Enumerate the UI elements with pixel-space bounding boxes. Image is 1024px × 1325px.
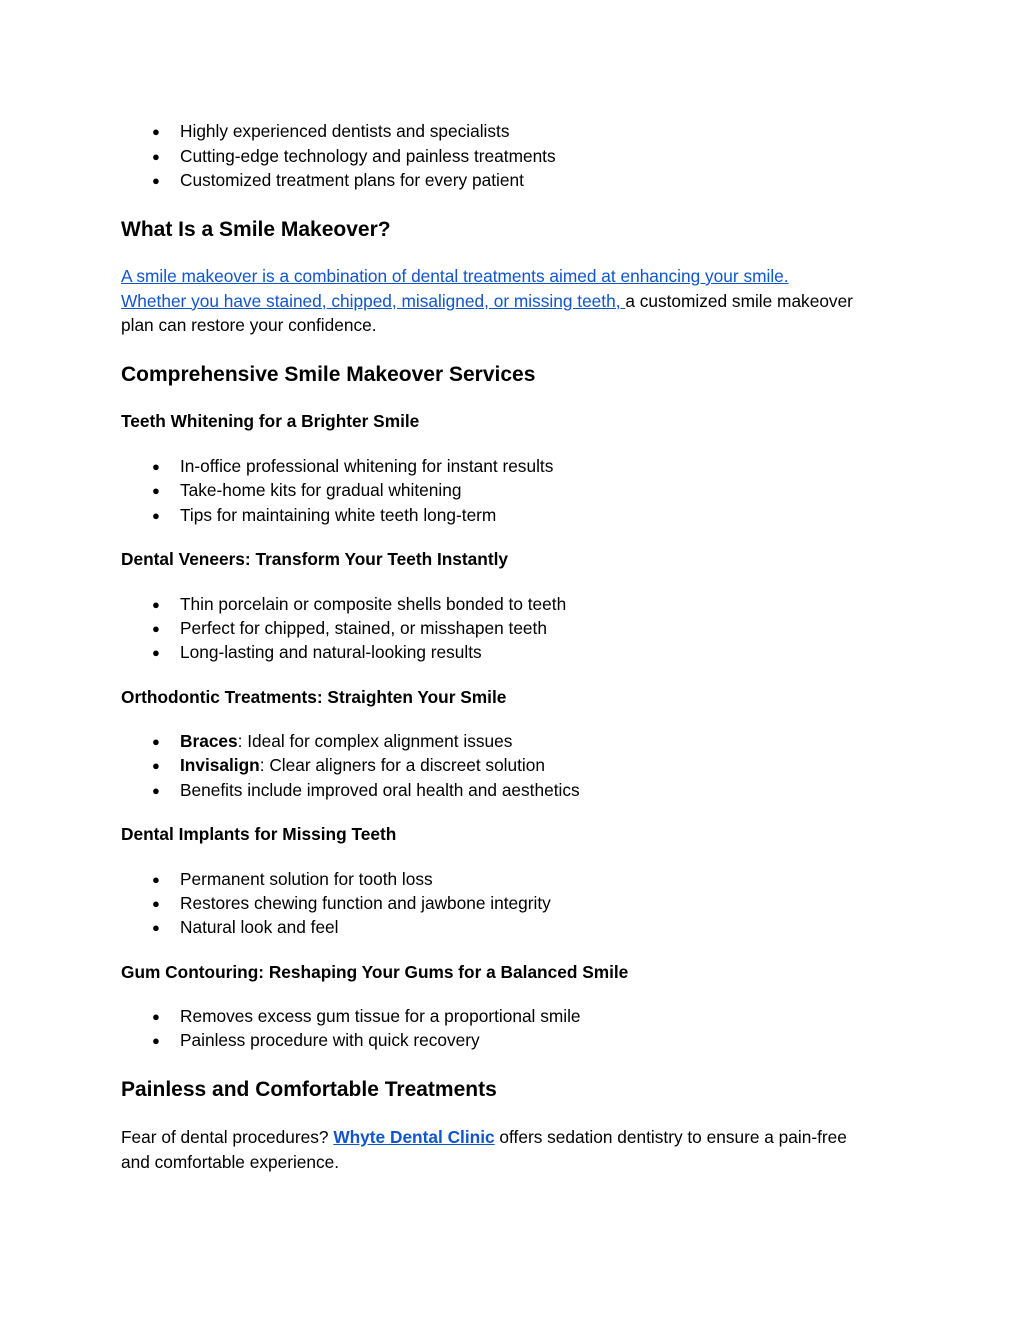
list-item: ● Invisalign: Clear aligners for a discreet solution [152,755,545,775]
bullet-icon: ● [152,758,160,773]
list-item: ● Take-home kits for gradual whitening [152,480,462,500]
bullet-icon: ● [152,872,160,887]
heading-painless-treatments: Painless and Comfortable Treatments [121,1078,497,1101]
bullet-icon: ● [152,459,160,474]
bullet-icon: ● [152,621,160,636]
list-item: ● Tips for maintaining white teeth long-term [152,505,497,525]
list-item: ● Permanent solution for tooth loss [152,869,433,889]
bullet-icon: ● [152,896,160,911]
list-item: ● Restores chewing function and jawbone integrity [152,893,551,913]
bullet-icon: ● [152,597,160,612]
list-item: ● Long-lasting and natural-looking results [152,642,482,662]
list-item: ● Cutting-edge technology and painless treatments [152,146,556,166]
heading-services: Comprehensive Smile Makeover Services [121,363,536,386]
painless-paragraph: Fear of dental procedures? Whyte Dental Clinic offers sedation dentistry to ensure a pain-free and comfortable experience. [121,1127,847,1172]
bullet-icon: ● [152,173,160,188]
bullet-icon: ● [152,149,160,164]
list-item: ● Braces: Ideal for complex alignment issues [152,731,513,751]
braces-term: Braces [180,731,238,751]
list-item: ● Thin porcelain or composite shells bonded to teeth [152,594,567,614]
list-item: ● Removes excess gum tissue for a proportional smile [152,1006,581,1026]
list-item: ● Natural look and feel [152,917,339,937]
bullet-icon: ● [152,124,160,139]
heading-orthodontic-treatments: Orthodontic Treatments: Straighten Your Smile [121,687,507,707]
invisalign-term: Invisalign [180,755,260,775]
heading-dental-implants: Dental Implants for Missing Teeth [121,824,397,844]
bullet-icon: ● [152,920,160,935]
heading-teeth-whitening: Teeth Whitening for a Brighter Smile [121,411,420,431]
heading-gum-contouring: Gum Contouring: Reshaping Your Gums for a Balanced Smile [121,962,629,982]
bullet-icon: ● [152,1033,160,1048]
list-item: ● Perfect for chipped, stained, or misshapen teeth [152,618,547,638]
list-item: ● Painless procedure with quick recovery [152,1030,480,1050]
bullet-icon: ● [152,508,160,523]
bullet-icon: ● [152,483,160,498]
bullet-icon: ● [152,783,160,798]
list-item: ● In-office professional whitening for instant results [152,456,554,476]
whyte-dental-clinic-link[interactable]: Whyte Dental Clinic [333,1127,495,1147]
heading-what-is-smile-makeover: What Is a Smile Makeover? [121,218,391,241]
heading-dental-veneers: Dental Veneers: Transform Your Teeth Instantly [121,549,509,569]
list-item: ● Benefits include improved oral health and aesthetics [152,780,580,800]
what-is-paragraph: A smile makeover is a combination of dental treatments aimed at enhancing your smile. Whether you have stained, chipped, misaligned, or missing teeth, a customized smile makeover plan can restore your confidence. [121,266,853,335]
bullet-icon: ● [152,734,160,749]
smile-makeover-link-line-1[interactable]: A smile makeover is a combination of dental treatments aimed at enhancing your smile. [121,266,789,286]
bullet-icon: ● [152,645,160,660]
smile-makeover-link-line-2[interactable]: Whether you have stained, chipped, misaligned, or missing teeth, [121,290,626,311]
list-item: ● Highly experienced dentists and specialists [152,121,510,141]
list-item: ● Customized treatment plans for every patient [152,170,524,190]
bullet-icon: ● [152,1009,160,1024]
